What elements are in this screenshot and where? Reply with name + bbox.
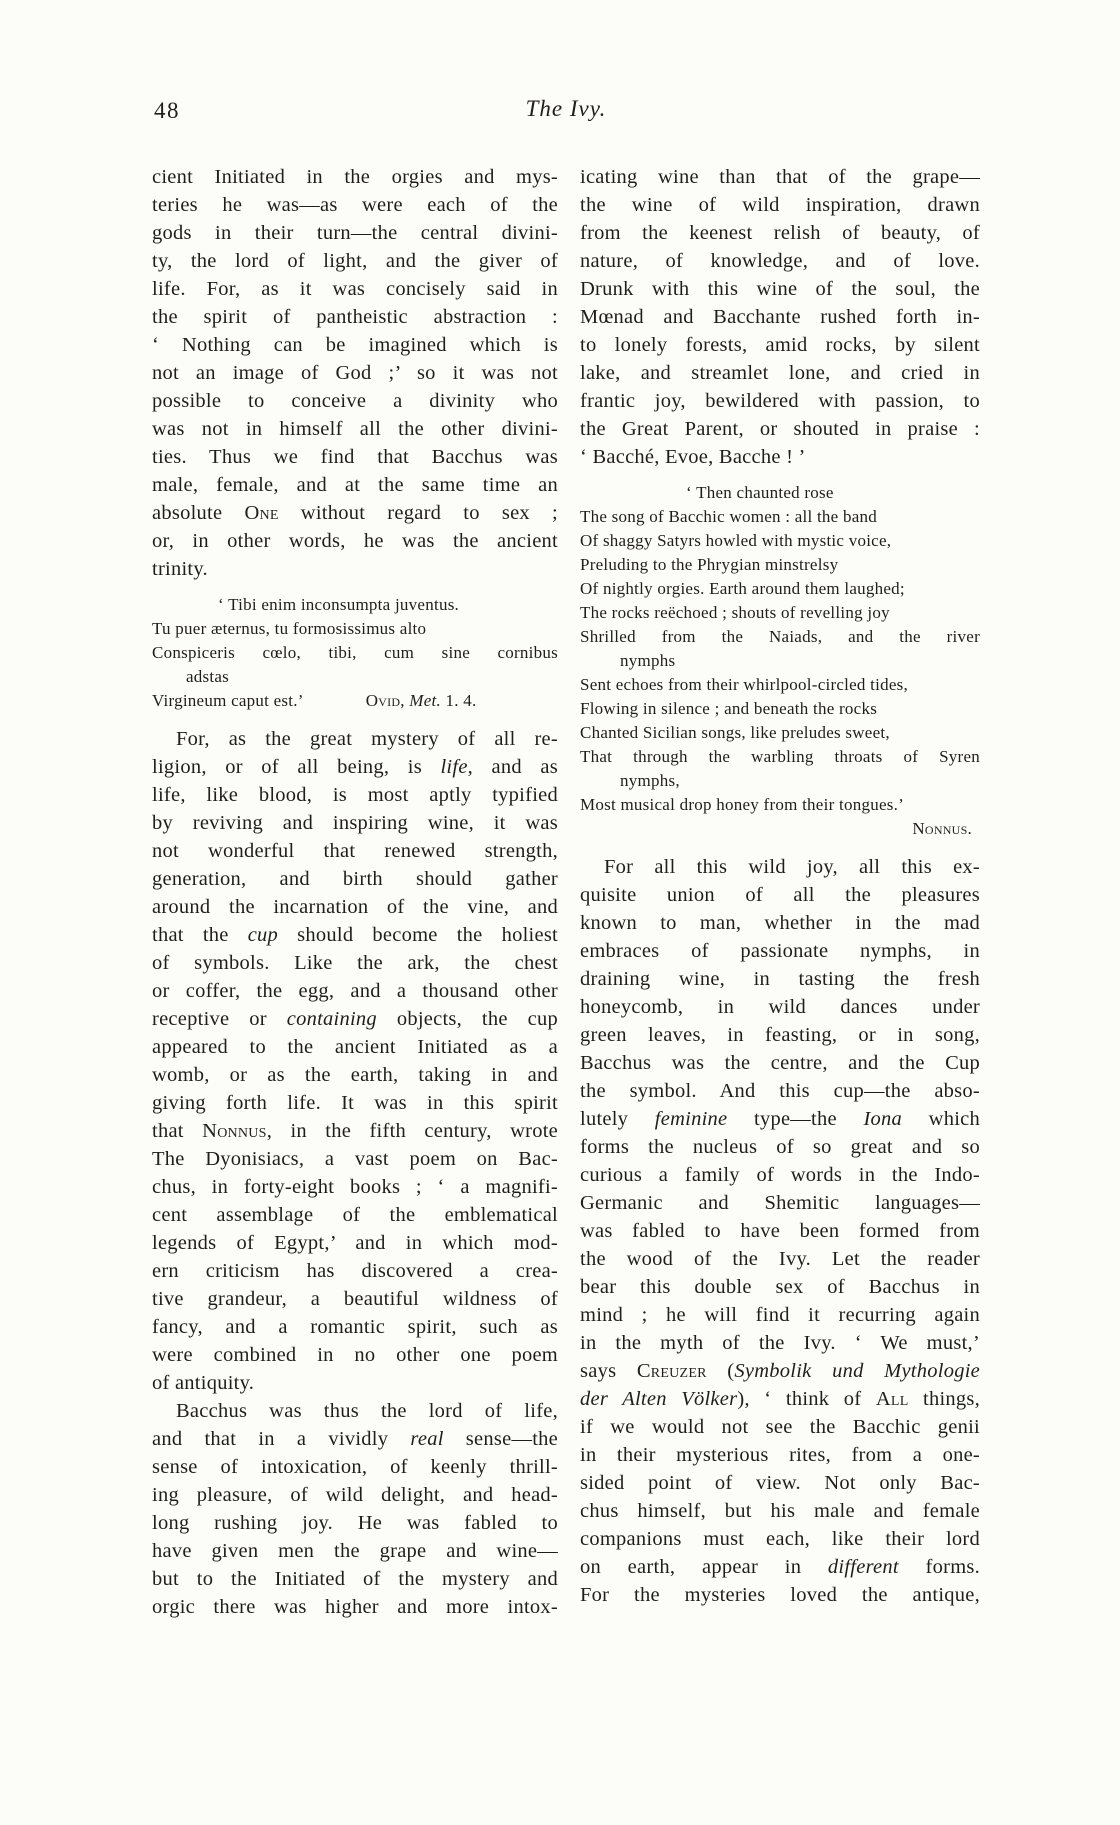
text-segment: Creuzer (636, 1360, 707, 1382)
text-segment: ), ‘ think of (737, 1388, 876, 1410)
text-line (152, 527, 558, 555)
text-line (580, 1021, 980, 1049)
text-line (152, 443, 558, 471)
text-segment: Virgineum caput est.’ (152, 691, 304, 710)
text-segment: Mœnad and Bacchante rushed forth in- (580, 306, 980, 328)
verse-block (152, 593, 558, 713)
text-line (152, 809, 558, 837)
paragraph (580, 163, 980, 471)
text-segment: All (875, 1388, 909, 1410)
text-segment: sided point of view. Not only Bac- (580, 1472, 980, 1494)
text-segment: For the mysteries loved the antique, (580, 1584, 980, 1606)
text-segment: lake, and streamlet lone, and cried in (580, 362, 980, 384)
text-line (580, 1329, 980, 1357)
paragraph (152, 725, 558, 1397)
text-line (580, 745, 980, 769)
text-line (580, 853, 980, 881)
text-line (580, 505, 980, 529)
text-segment: , and as (467, 756, 558, 778)
verse-block (580, 481, 980, 841)
text-segment: Of shaggy Satyrs howled with mystic voice, (580, 531, 892, 550)
text-segment: Chanted Sicilian songs, like preludes sweet, (580, 723, 890, 742)
text-line (580, 443, 980, 471)
text-line (152, 865, 558, 893)
text-line (152, 725, 558, 753)
text-segment: Sent echoes from their whirlpool-circled tides, (580, 675, 909, 694)
text-segment: chus, in forty-eight books ; ‘ a magnifi- (152, 1176, 558, 1198)
right-column (580, 163, 980, 1609)
text-segment: in the myth of the Ivy. ‘ We must,’ (580, 1332, 980, 1354)
text-line (580, 359, 980, 387)
text-line (152, 593, 558, 617)
text-segment: ing pleasure, of wild delight, and head- (152, 1484, 558, 1506)
text-segment: from the keenest relish of beauty, of (580, 222, 980, 244)
text-segment: companions must each, like their lord (580, 1528, 980, 1550)
text-line (152, 921, 558, 949)
text-line (152, 555, 558, 583)
text-line (580, 965, 980, 993)
text-segment: Germanic and Shemitic languages— (580, 1192, 980, 1214)
text-line (152, 1089, 558, 1117)
text-segment: Ovid (365, 691, 401, 710)
text-segment: Shrilled from the Naiads, and the river (580, 627, 980, 646)
text-line (152, 617, 558, 641)
text-line (152, 471, 558, 499)
page-number: 48 (154, 98, 180, 123)
text-line (152, 1397, 558, 1425)
text-segment: by reviving and inspiring wine, it was (152, 812, 558, 834)
text-segment: known to man, whether in the mad (580, 912, 980, 934)
text-line (152, 753, 558, 781)
text-segment: possible to conceive a divinity who (152, 390, 558, 412)
text-segment: appeared to the ancient Initiated as a (152, 1036, 558, 1058)
text-line (580, 1133, 980, 1161)
text-line (580, 275, 980, 303)
text-line (152, 275, 558, 303)
text-line (152, 1285, 558, 1313)
text-segment: not wonderful that renewed strength, (152, 840, 558, 862)
text-segment: were combined in no other one poem (152, 1344, 558, 1366)
text-segment: says (580, 1360, 637, 1382)
text-segment: things, (908, 1388, 981, 1410)
text-segment: and that in a vividly (152, 1428, 411, 1450)
text-segment: Drunk with this wine of the soul, the (580, 278, 980, 300)
text-segment: male, female, and at the same time an (152, 474, 558, 496)
text-line (152, 1453, 558, 1481)
text-line (580, 1049, 980, 1077)
text-line (152, 1005, 558, 1033)
text-line (580, 1245, 980, 1273)
text-segment: curious a family of words in the Indo- (580, 1164, 980, 1186)
text-line (580, 1189, 980, 1217)
text-line (152, 1033, 558, 1061)
text-segment: Preluding to the Phrygian minstrelsy (580, 555, 839, 574)
text-line (580, 191, 980, 219)
text-line (152, 359, 558, 387)
text-segment: icating wine than that of the grape— (580, 166, 980, 188)
text-line (580, 1105, 980, 1133)
text-line (152, 163, 558, 191)
text-line (152, 1593, 558, 1621)
text-segment: Of nightly orgies. Earth around them laughed; (580, 579, 905, 598)
text-segment: forms. (898, 1556, 980, 1578)
text-segment: nature, of knowledge, and of love. (580, 250, 980, 272)
text-segment: nymphs (620, 651, 676, 670)
text-line (152, 499, 558, 527)
text-line (580, 1301, 980, 1329)
text-line (580, 909, 980, 937)
text-line (152, 1537, 558, 1565)
text-segment: of antiquity. (152, 1372, 255, 1394)
text-segment: ties. Thus we find that Bacchus was (152, 446, 558, 468)
text-segment: Tu puer æternus, tu formosissimus alto (152, 619, 427, 638)
text-segment: life, like blood, is most aptly typified (152, 784, 558, 806)
text-segment: to lonely forests, amid rocks, by silent (580, 334, 980, 356)
text-segment: type—the (727, 1108, 864, 1130)
text-segment: giving forth life. It was in this spirit (152, 1092, 558, 1114)
text-segment: Conspiceris cœlo, tibi, cum sine cornibus (152, 643, 558, 662)
text-segment: long rushing joy. He was fabled to (152, 1512, 558, 1534)
text-line (152, 781, 558, 809)
text-line (152, 977, 558, 1005)
text-line (580, 577, 980, 601)
text-segment: was fabled to have been formed from (580, 1220, 980, 1242)
text-segment: ‘ Then chaunted rose (686, 483, 834, 502)
text-line (580, 1525, 980, 1553)
text-segment: the wood of the Ivy. Let the reader (580, 1248, 980, 1270)
text-line (152, 893, 558, 921)
text-line (152, 665, 558, 689)
text-line (152, 191, 558, 219)
text-segment: Met. (409, 691, 441, 710)
text-segment: legends of Egypt,’ and in which mod- (152, 1232, 558, 1254)
text-segment: frantic joy, bewildered with passion, to (580, 390, 980, 412)
text-line (580, 1357, 980, 1385)
text-line (580, 1553, 980, 1581)
text-segment: The rocks reëchoed ; shouts of revelling joy (580, 603, 890, 622)
text-line (152, 303, 558, 331)
text-line (580, 387, 980, 415)
text-segment: feminine (654, 1108, 728, 1130)
text-segment: or, in other words, he was the ancient (152, 530, 558, 552)
text-segment: life. For, as it was concisely said in (152, 278, 558, 300)
text-segment: quisite union of all the pleasures (580, 884, 980, 906)
text-line (152, 1201, 558, 1229)
text-line (152, 219, 558, 247)
text-segment: Nonnus (202, 1120, 267, 1142)
text-line (580, 163, 980, 191)
text-segment: around the incarnation of the vine, and (152, 896, 558, 918)
text-line (580, 1217, 980, 1245)
text-line (580, 303, 980, 331)
text-line (152, 1369, 558, 1397)
text-segment: if we would not see the Bacchic genii (580, 1416, 980, 1438)
text-segment: containing (286, 1008, 377, 1030)
text-line (152, 1341, 558, 1369)
text-segment: Symbolik und Mythologie (734, 1360, 980, 1382)
text-segment: Most musical drop honey from their tongues.’ (580, 795, 905, 814)
text-line (580, 1497, 980, 1525)
text-line (580, 247, 980, 275)
text-line (152, 1145, 558, 1173)
text-line (580, 1441, 980, 1469)
text-line (152, 247, 558, 275)
page-header (152, 96, 980, 130)
text-line (152, 949, 558, 977)
text-line (580, 601, 980, 625)
text-line (580, 415, 980, 443)
text-segment: forms the nucleus of so great and so (580, 1136, 980, 1158)
text-line (580, 793, 980, 817)
text-segment: Iona (863, 1108, 903, 1130)
text-line (152, 387, 558, 415)
text-segment: absolute (152, 502, 245, 524)
text-line (580, 1385, 980, 1413)
text-segment: trinity. (152, 558, 208, 580)
text-segment: of symbols. Like the ark, the chest (152, 952, 558, 974)
text-segment: ty, the lord of light, and the giver of (152, 250, 558, 272)
text-segment: on earth, appear in (580, 1556, 828, 1578)
text-segment: that the (152, 924, 248, 946)
text-segment: One (244, 502, 279, 524)
text-segment: For all this wild joy, all this ex- (604, 856, 980, 878)
text-line (152, 415, 558, 443)
text-line (580, 1413, 980, 1441)
text-segment: cup (247, 924, 279, 946)
left-column (152, 163, 558, 1621)
text-line (580, 625, 980, 649)
text-segment: chus himself, but his male and female (580, 1500, 980, 1522)
text-line (580, 881, 980, 909)
text-segment: but to the Initiated of the mystery and (152, 1568, 558, 1590)
text-line (152, 1117, 558, 1145)
text-segment: teries he was—as were each of the (152, 194, 558, 216)
text-segment: The Dyonisiacs, a vast poem on Bac- (152, 1148, 558, 1170)
text-line (580, 769, 980, 793)
text-segment: Bacchus was the centre, and the Cup (580, 1052, 980, 1074)
text-segment: green leaves, in feasting, or in song, (580, 1024, 980, 1046)
text-segment: objects, the cup (376, 1008, 558, 1030)
text-segment: receptive or (152, 1008, 287, 1030)
text-line (580, 553, 980, 577)
text-line (152, 1229, 558, 1257)
text-segment: cent assemblage of the emblematical (152, 1204, 558, 1226)
text-segment: without regard to sex ; (278, 502, 558, 524)
text-segment: . (967, 819, 972, 838)
text-line (152, 1481, 558, 1509)
text-segment: should become the holiest (278, 924, 558, 946)
text-line (580, 1581, 980, 1609)
text-line (152, 1173, 558, 1201)
text-line (152, 1257, 558, 1285)
text-segment: That through the warbling throats of Syren (580, 747, 980, 766)
text-line (580, 649, 980, 673)
text-line (152, 1313, 558, 1341)
text-segment: or coffer, the egg, and a thousand other (152, 980, 558, 1002)
text-segment: real (410, 1428, 444, 1450)
text-line (152, 1509, 558, 1537)
text-segment: lutely (580, 1108, 655, 1130)
text-segment: which (902, 1108, 980, 1130)
text-segment: ern criticism has discovered a crea- (152, 1260, 558, 1282)
text-line (580, 529, 980, 553)
text-segment: For, as the great mystery of all re- (176, 728, 558, 750)
paragraph (152, 1397, 558, 1621)
text-segment: tive grandeur, a beautiful wildness of (152, 1288, 558, 1310)
text-segment: bear this double sex of Bacchus in (580, 1276, 980, 1298)
text-segment: , (400, 691, 410, 710)
text-segment: that (152, 1120, 203, 1142)
text-line (580, 673, 980, 697)
text-line (580, 219, 980, 247)
text-line (580, 331, 980, 359)
text-line (580, 1469, 980, 1497)
text-segment: ‘ Tibi enim inconsumpta juventus. (218, 595, 460, 614)
text-line (580, 721, 980, 745)
text-segment: , in the fifth century, wrote (266, 1120, 558, 1142)
paragraph (152, 163, 558, 583)
text-segment: adstas (186, 667, 230, 686)
text-segment: have given men the grape and wine— (152, 1540, 558, 1562)
text-segment: womb, or as the earth, taking in and (152, 1064, 558, 1086)
text-segment: in their mysterious rites, from a one- (580, 1444, 980, 1466)
text-line (152, 837, 558, 865)
text-segment: cient Initiated in the orgies and mys- (152, 166, 558, 188)
text-line (152, 641, 558, 665)
text-segment: gods in their turn—the central divini- (152, 222, 558, 244)
text-segment: not an image of God ;’ so it was not (152, 362, 558, 384)
text-segment: draining wine, in tasting the fresh (580, 968, 980, 990)
text-segment: the Great Parent, or shouted in praise : (580, 418, 980, 440)
text-segment: Nonnus (912, 819, 968, 838)
text-segment: The song of Bacchic women : all the band (580, 507, 878, 526)
running-title: The Ivy. (525, 96, 607, 121)
text-segment: ( (706, 1360, 735, 1382)
text-segment: the symbol. And this cup—the abso- (580, 1080, 980, 1102)
text-segment: ‘ Nothing can be imagined which is (152, 334, 558, 356)
text-line (580, 817, 980, 841)
text-segment: 1. 4. (440, 691, 477, 710)
text-segment: life (440, 756, 468, 778)
text-segment: Bacchus was thus the lord of life, (176, 1400, 558, 1422)
text-line (152, 689, 558, 713)
text-segment: embraces of passionate nymphs, in (580, 940, 980, 962)
text-segment: honeycomb, in wild dances under (580, 996, 980, 1018)
text-line (152, 1061, 558, 1089)
text-segment: Flowing in silence ; and beneath the rocks (580, 699, 878, 718)
text-line (580, 993, 980, 1021)
text-segment: the spirit of pantheistic abstraction : (152, 306, 558, 328)
text-segment: fancy, and a romantic spirit, such as (152, 1316, 558, 1338)
text-line (152, 331, 558, 359)
text-segment: mind ; he will find it recurring again (580, 1304, 980, 1326)
text-line (152, 1425, 558, 1453)
text-line (580, 1077, 980, 1105)
paragraph (580, 853, 980, 1609)
text-line (580, 1273, 980, 1301)
text-segment: generation, and birth should gather (152, 868, 558, 890)
text-segment: sense of intoxication, of keenly thrill- (152, 1456, 558, 1478)
text-line (580, 481, 980, 505)
text-line (580, 1161, 980, 1189)
text-segment: der Alten Völker (580, 1388, 738, 1410)
text-line (152, 1565, 558, 1593)
text-segment: ‘ Bacché, Evoe, Bacche ! ’ (580, 446, 806, 468)
text-segment: sense—the (443, 1428, 558, 1450)
text-segment: ligion, or of all being, is (152, 756, 441, 778)
text-line (580, 937, 980, 965)
text-segment: different (827, 1556, 899, 1578)
text-segment: nymphs, (620, 771, 680, 790)
text-segment: the wine of wild inspiration, drawn (580, 194, 980, 216)
text-line (580, 697, 980, 721)
text-segment: orgic there was higher and more intox- (152, 1596, 558, 1618)
text-segment: was not in himself all the other divini- (152, 418, 558, 440)
